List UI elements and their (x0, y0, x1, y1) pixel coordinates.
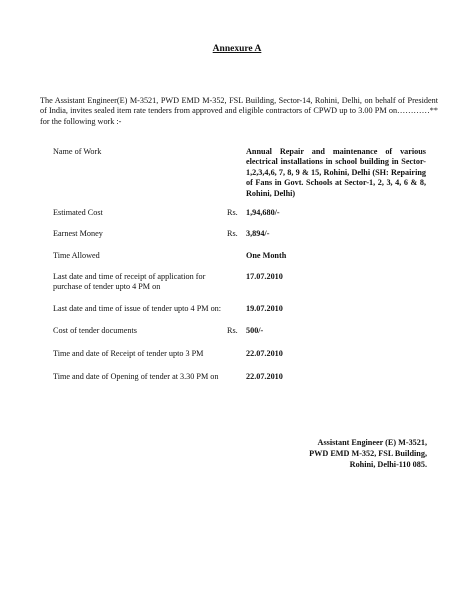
intro-paragraph: The Assistant Engineer(E) M-3521, PWD EMD M-352, FSL Building, Sector-14, Rohini, Delhi, on behalf of President of India, invites sealed item rate tenders from approved and eligible contractors of CPWD up to 3.00 PM on…………** for the following work :- (40, 96, 438, 126)
row-label-receipt-of-tender: Time and date of Receipt of tender upto 3 PM (53, 349, 204, 358)
row-value-application-deadline: 17.07.2010 (246, 272, 283, 281)
row-label-name-of-work: Name of Work (53, 147, 102, 156)
row-label-application-deadline: Last date and time of receipt of application for purchase of tender upto 4 PM on (53, 272, 206, 292)
signature-block (227, 438, 427, 470)
row-value-time-allowed: One Month (246, 251, 287, 260)
row-value-receipt-of-tender: 22.07.2010 (246, 349, 283, 358)
row-label-issue-deadline: Last date and time of issue of tender upto 4 PM on: (53, 304, 222, 313)
row-value-tender-cost: 500/- (246, 326, 264, 335)
row-currency-estimated-cost: Rs. (227, 208, 238, 217)
signature-line-3: Rohini, Delhi-110 085. (349, 459, 427, 469)
row-label-opening-of-tender: Time and date of Opening of tender at 3.30 PM on (53, 372, 219, 381)
row-label-time-allowed: Time Allowed (53, 251, 100, 260)
row-value-name-of-work: Annual Repair and maintenance of various electrical installations in school building in Sector-1,2,3,4,6, 7, 8, 9 & 15, Rohini, Delhi (SH: Repairing of Fans in Govt. Schools at Sector-1, 2, 3, 4, 6 & 8, Rohini, Delhi) (246, 147, 426, 198)
row-currency-earnest-money: Rs. (227, 229, 238, 238)
row-label-estimated-cost: Estimated Cost (53, 208, 103, 217)
row-currency-tender-cost: Rs. (227, 326, 238, 335)
signature-line-2: PWD EMD M-352, FSL Building, (309, 448, 427, 458)
row-label-earnest-money: Earnest Money (53, 229, 103, 238)
row-value-earnest-money: 3,894/- (246, 229, 270, 238)
row-value-issue-deadline: 19.07.2010 (246, 304, 283, 313)
signature-line-1: Assistant Engineer (E) M-3521, (317, 438, 427, 447)
row-value-estimated-cost: 1,94,680/- (246, 208, 280, 217)
document-title: Annexure A (212, 44, 262, 54)
row-label-tender-cost: Cost of tender documents (53, 326, 137, 335)
row-value-opening-of-tender: 22.07.2010 (246, 372, 283, 381)
